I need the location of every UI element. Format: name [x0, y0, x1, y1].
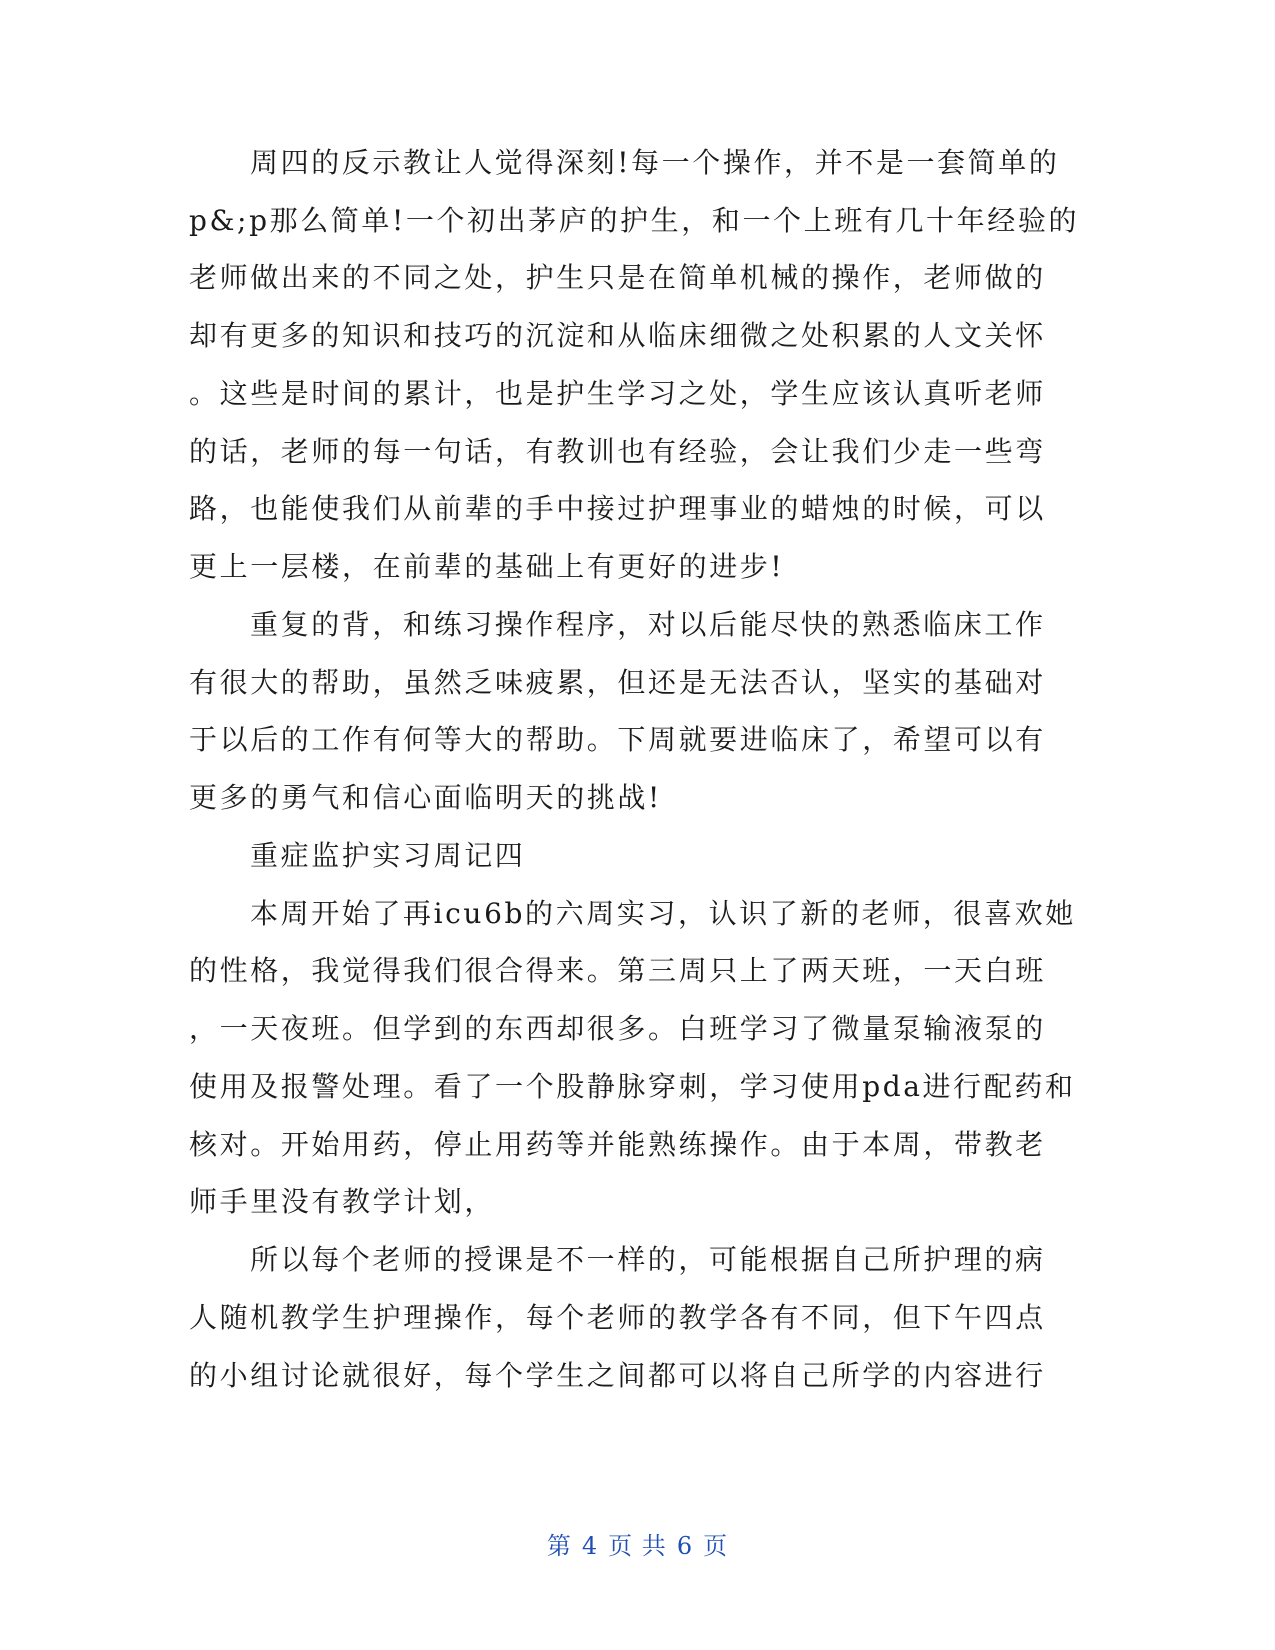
- text-line: 核对。开始用药，停止用药等并能熟练操作。由于本周，带教老: [189, 1128, 1046, 1161]
- page-footer: [0, 1526, 1275, 1561]
- text-line: ，一天夜班。但学到的东西却很多。白班学习了微量泵输液泵的: [189, 1012, 1046, 1045]
- text-line: 本周开始了再icu6b的六周实习，认识了新的老师，很喜欢她: [250, 897, 1076, 930]
- text-line: 人随机教学生护理操作，每个老师的教学各有不同，但下午四点: [189, 1301, 1046, 1334]
- text-line: p&;p那么简单!一个初出茅庐的护生，和一个上班有几十年经验的: [189, 204, 1080, 237]
- total-page-count: 6: [676, 1532, 694, 1560]
- text-line: 于以后的工作有何等大的帮助。下周就要进临床了，希望可以有: [189, 723, 1046, 756]
- text-line: 的话，老师的每一句话，有教训也有经验，会让我们少走一些弯: [189, 435, 1046, 468]
- text-line: 所以每个老师的授课是不一样的，可能根据自己所护理的病: [250, 1243, 1046, 1276]
- footer-middle: 页 共: [608, 1532, 667, 1560]
- text-line: 路，也能使我们从前辈的手中接过护理事业的蜡烛的时候，可以: [189, 492, 1046, 525]
- text-line: 。这些是时间的累计，也是护生学习之处，学生应该认真听老师: [189, 377, 1046, 410]
- footer-prefix: 第: [546, 1532, 572, 1560]
- text-line: 有很大的帮助，虽然乏味疲累，但还是无法否认，坚实的基础对: [189, 666, 1046, 699]
- text-line: 的性格，我觉得我们很合得来。第三周只上了两天班，一天白班: [189, 954, 1046, 987]
- text-line: 却有更多的知识和技巧的沉淀和从临床细微之处积累的人文关怀: [189, 319, 1046, 352]
- section-heading: 重症监护实习周记四: [250, 839, 526, 872]
- current-page-number: 4: [581, 1532, 599, 1560]
- text-line: 师手里没有教学计划，: [189, 1185, 496, 1218]
- text-line: 老师做出来的不同之处，护生只是在简单机械的操作，老师做的: [189, 261, 1046, 294]
- text-line: 更多的勇气和信心面临明天的挑战!: [189, 781, 662, 814]
- text-line: 周四的反示教让人觉得深刻!每一个操作，并不是一套简单的: [250, 146, 1060, 179]
- text-line: 更上一层楼，在前辈的基础上有更好的进步!: [189, 550, 785, 583]
- text-line: 使用及报警处理。看了一个股静脉穿刺，学习使用pda进行配药和: [189, 1070, 1076, 1103]
- text-line: 的小组讨论就很好，每个学生之间都可以将自己所学的内容进行: [189, 1359, 1046, 1392]
- text-line: 重复的背，和练习操作程序，对以后能尽快的熟悉临床工作: [250, 608, 1046, 641]
- footer-suffix: 页: [703, 1532, 729, 1560]
